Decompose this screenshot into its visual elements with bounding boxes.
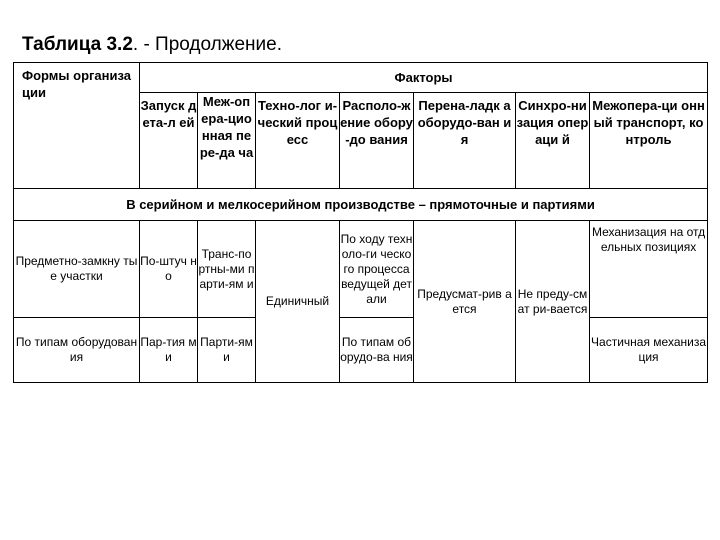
factors-table <box>13 62 708 383</box>
row1-location: По ходу техноло-ги ческого процесса ведущей детали <box>340 221 414 318</box>
row1-launch: По-штуч но <box>140 221 198 318</box>
row1-form: Предметно-замкну тые участки <box>14 221 140 318</box>
header-col-transfer: Меж-оп ера-цио нная пере-да ча <box>198 93 256 189</box>
changeover-cell: Предусмат-рив ается <box>414 221 516 383</box>
row2-transfer: Парти-ям и <box>198 318 256 383</box>
header-col-launch: Запуск дета-л ей <box>140 93 198 189</box>
row2-form: По типам оборудования <box>14 318 140 383</box>
title-bold: Таблица 3.2 <box>22 34 133 55</box>
header-col-sync: Синхро-низация операци й <box>516 93 590 189</box>
header-col-changeover: Перена-ладк а оборудо-ван ия <box>414 93 516 189</box>
sync-cell: Не преду-смат ри-вается <box>516 221 590 383</box>
header-factors: Факторы <box>140 63 708 93</box>
row1-transport: Механизация на отдельных позициях <box>590 221 708 318</box>
header-col-transport: Межопера-ци онный транспорт, контроль <box>590 93 708 189</box>
header-col-location: Располо-жение обору-до вания <box>340 93 414 189</box>
page-title <box>22 34 282 56</box>
row2-location: По типам оборудо-ва ния <box>340 318 414 383</box>
row2-transport: Частичная механизация <box>590 318 708 383</box>
header-forms: Формы организации <box>14 63 140 189</box>
header-col-process: Техно-лог и-ческий процесс <box>256 93 340 189</box>
section-heading: В серийном и мелкосерийном производстве – прямоточные и партиями <box>14 189 708 221</box>
title-rest: . - Продолжение. <box>132 34 282 55</box>
process-cell: Единичный <box>256 221 340 383</box>
row2-launch: Пар-тия ми <box>140 318 198 383</box>
row1-transfer: Транс-по ртны-ми парти-ям и <box>198 221 256 318</box>
